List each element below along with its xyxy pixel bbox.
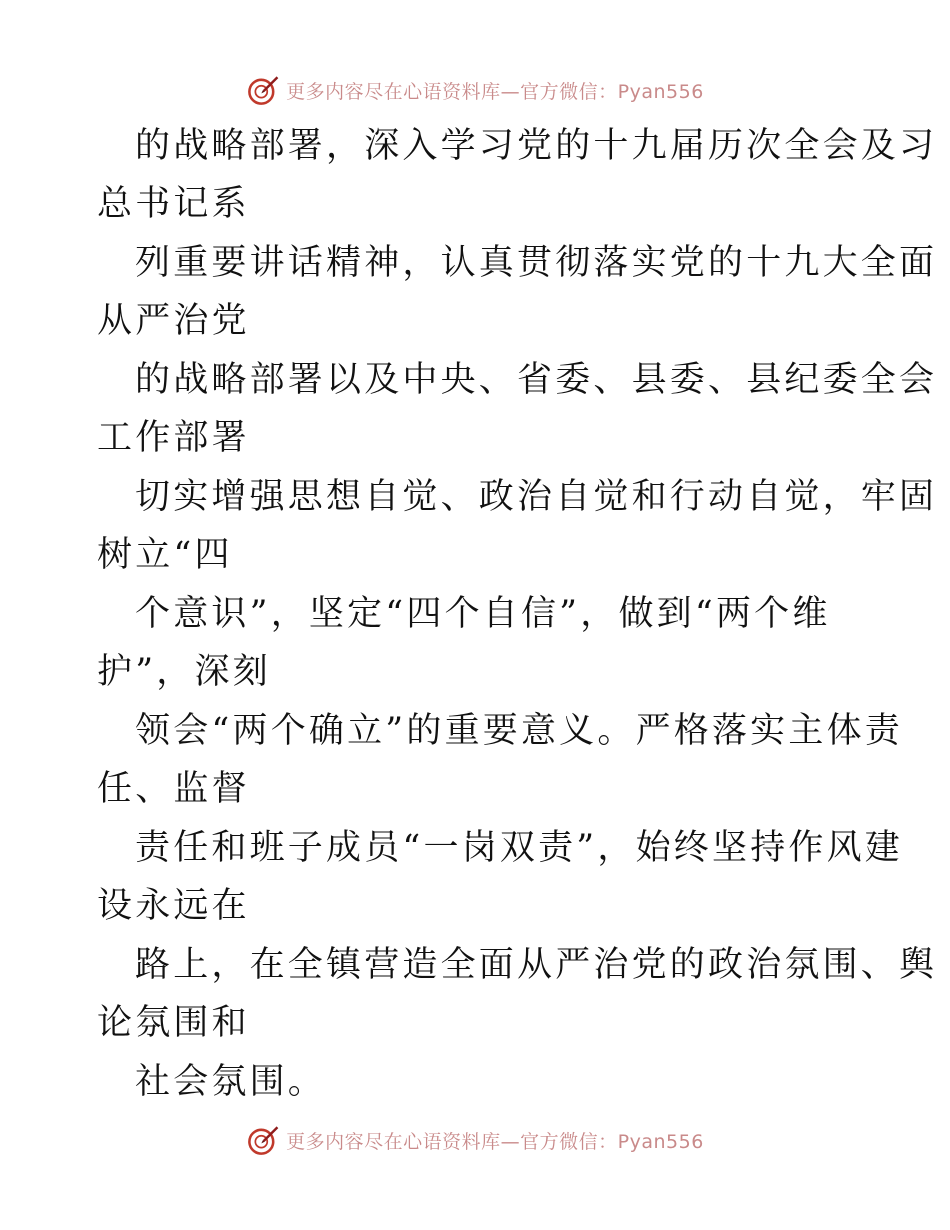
body-line-6: 工作部署 bbox=[97, 418, 250, 458]
body-line-16: 论氛围和 bbox=[97, 1003, 250, 1043]
body-line-1: 的战略部署，深入学习党的十九届历次全会及习 bbox=[135, 126, 938, 166]
body-line-5: 的战略部署以及中央、省委、县委、县纪委全会 bbox=[135, 360, 938, 400]
header-banner-text: 更多内容尽在心语资料库—官方微信：Pyan556 bbox=[286, 80, 704, 103]
body-line-8: 树立“四 bbox=[97, 535, 233, 575]
body-line-9: 个意识”，坚定“四个自信”，做到“两个维 bbox=[135, 594, 831, 634]
body-line-15: 路上，在全镇营造全面从严治党的政治氛围、舆 bbox=[135, 945, 938, 985]
body-line-13: 责任和班子成员“一岗双责”，始终坚持作风建 bbox=[135, 828, 903, 868]
body-line-12: 任、监督 bbox=[97, 769, 250, 809]
body-line-10: 护”，深刻 bbox=[97, 652, 271, 692]
body-line-11: 领会“两个确立”的重要意义。严格落实主体责 bbox=[135, 711, 903, 751]
body-line-2: 总书记系 bbox=[97, 184, 250, 224]
quill-pen-logo-icon bbox=[246, 1123, 280, 1157]
body-line-4: 从严治党 bbox=[97, 301, 250, 341]
body-line-7: 切实增强思想自觉、政治自觉和行动自觉，牢固 bbox=[135, 477, 938, 517]
body-line-14: 设永远在 bbox=[97, 886, 250, 926]
body-line-17: 社会氛围。 bbox=[135, 1062, 327, 1102]
quill-pen-logo-icon bbox=[246, 73, 280, 107]
header-banner bbox=[0, 70, 950, 110]
footer-banner bbox=[0, 1120, 950, 1160]
body-line-3: 列重要讲话精神，认真贯彻落实党的十九大全面 bbox=[135, 243, 938, 283]
footer-banner-text: 更多内容尽在心语资料库—官方微信：Pyan556 bbox=[286, 1130, 704, 1153]
